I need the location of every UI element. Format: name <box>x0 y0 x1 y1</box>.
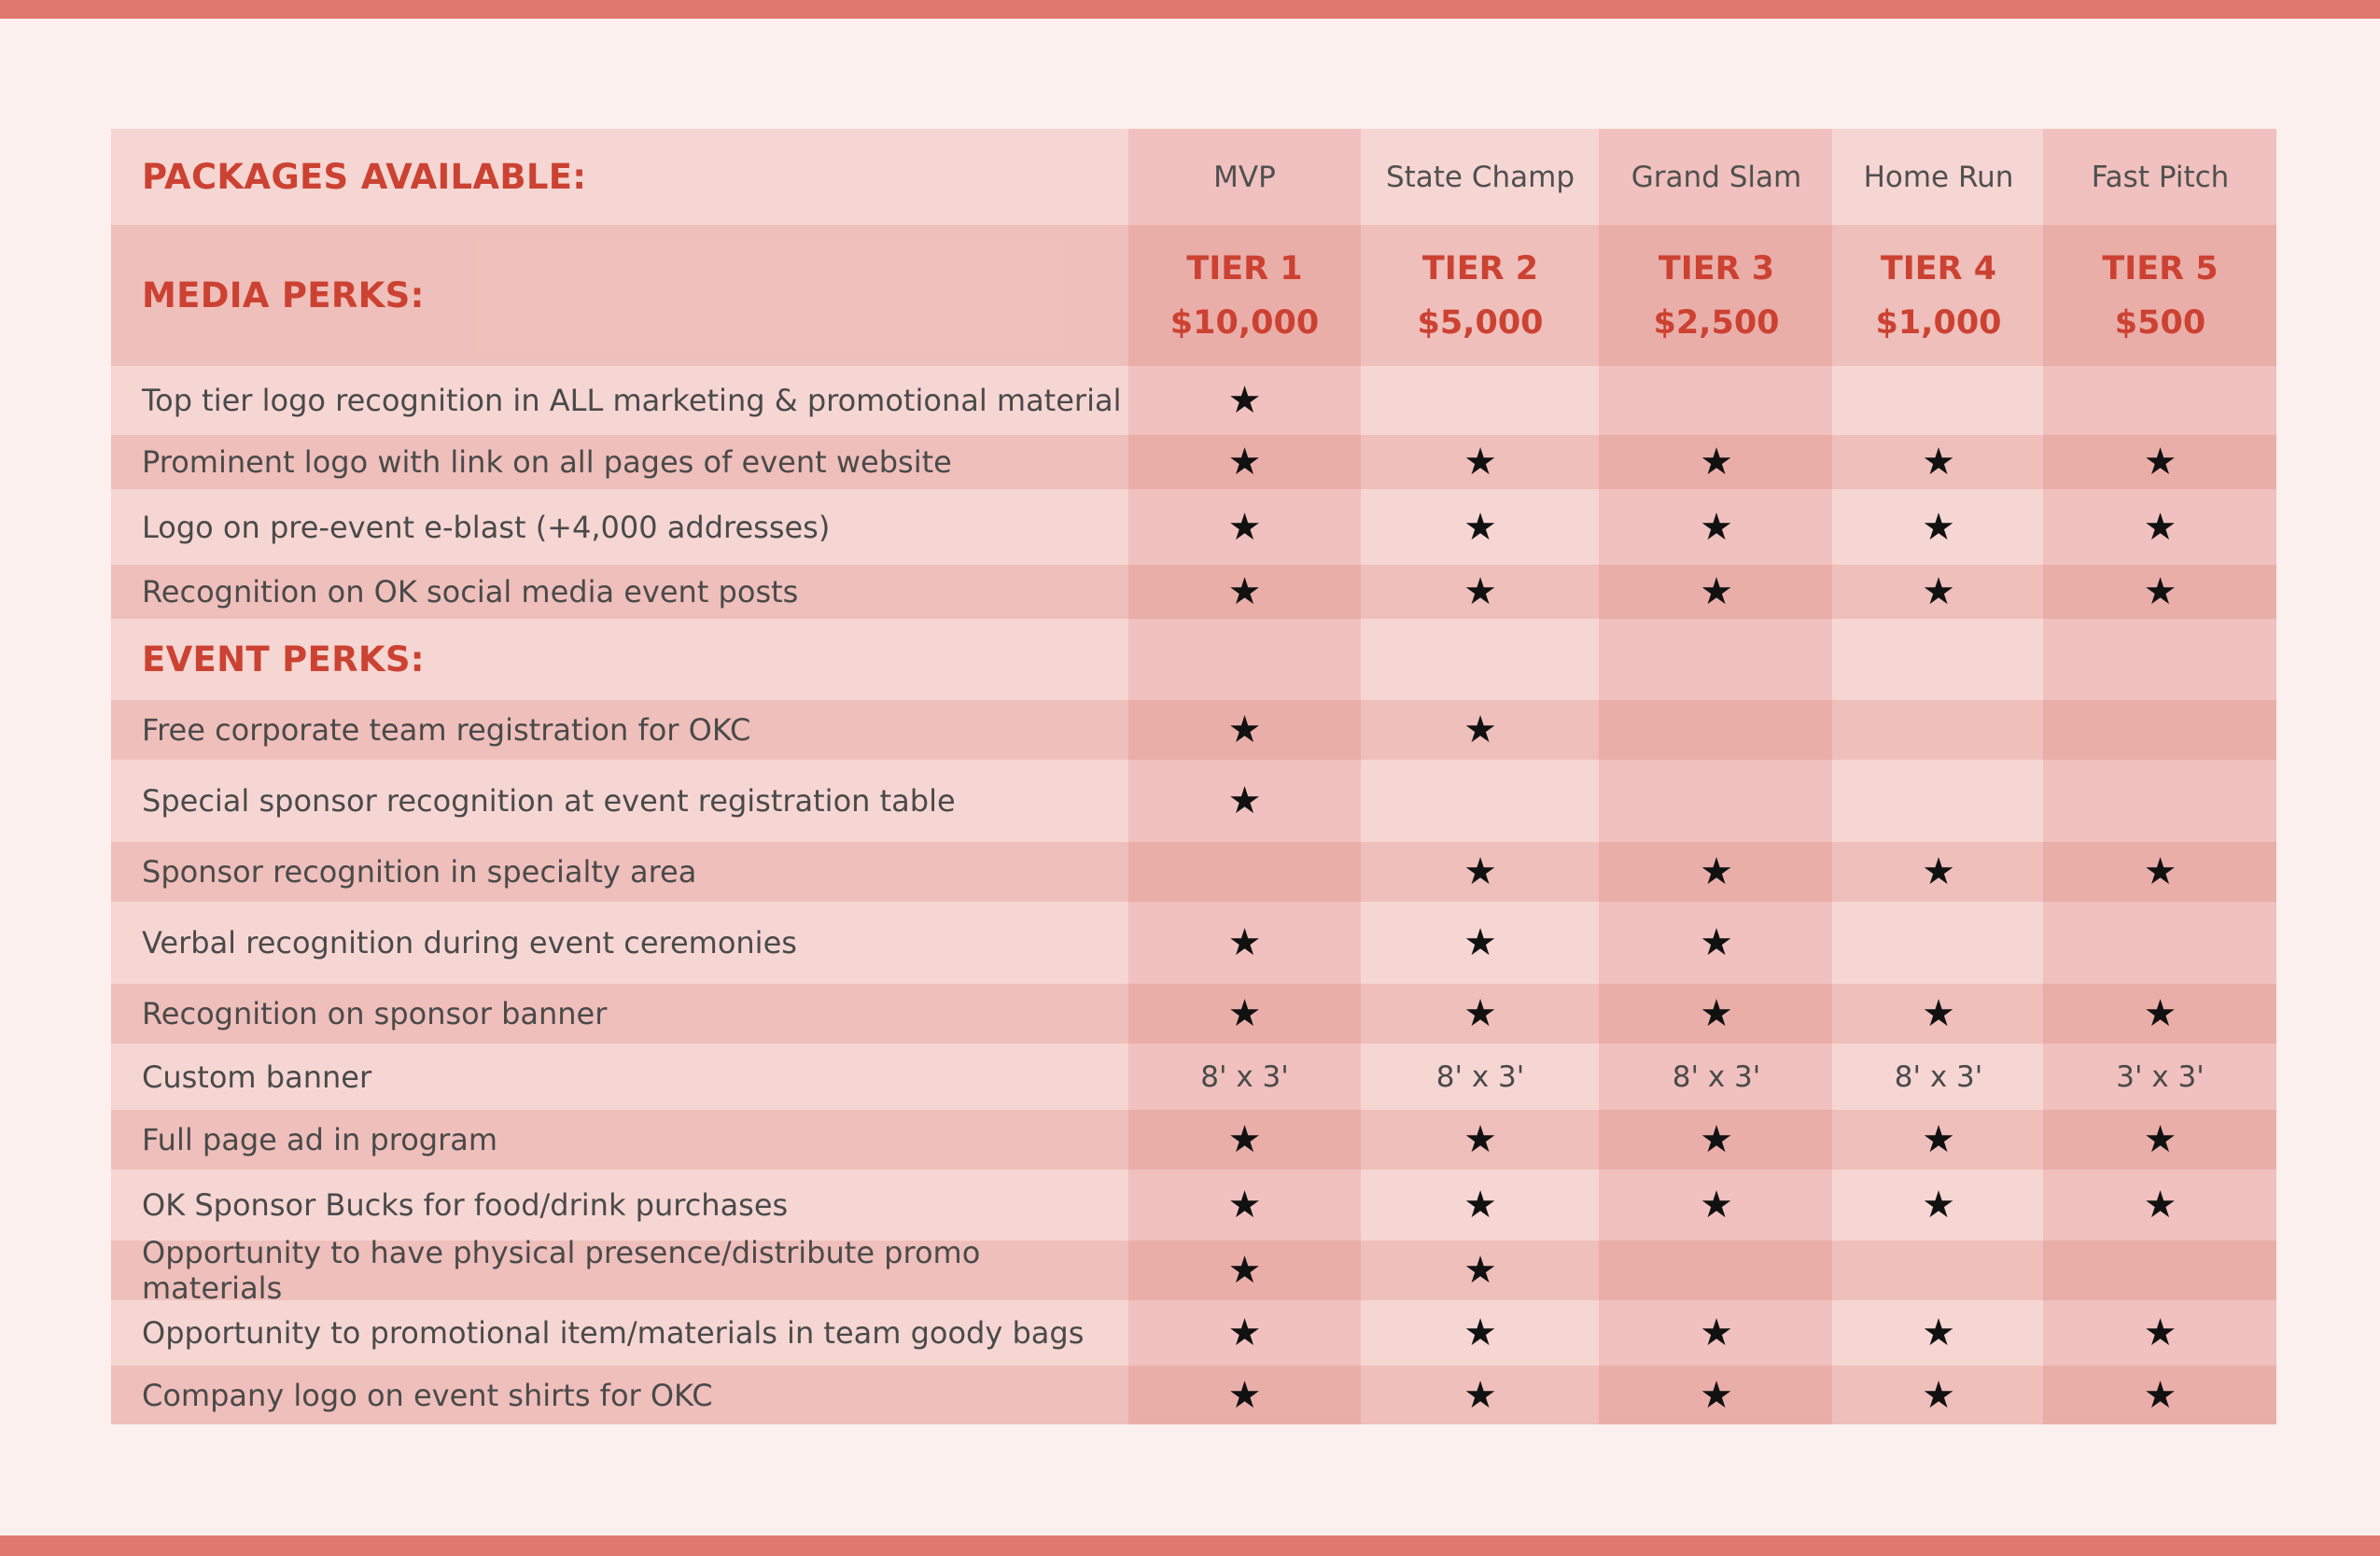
star-icon: ★ <box>1227 708 1262 751</box>
perk-label: Verbal recognition during event ceremonies <box>142 925 797 960</box>
tier-5-cell <box>2044 902 2276 984</box>
tier-4-cell <box>1833 1366 2044 1424</box>
tier-4-cell <box>1833 1110 2044 1170</box>
perk-label: Prominent logo with link on all pages of event website <box>142 444 952 480</box>
tier-5-cell <box>2044 1170 2276 1241</box>
media-perks-list <box>111 366 2276 619</box>
perk-row <box>111 435 2276 489</box>
tier-5-cell <box>2044 1366 2276 1424</box>
star-icon: ★ <box>1227 441 1262 484</box>
star-icon: ★ <box>1463 1118 1497 1161</box>
sponsorship-table <box>111 129 2276 1424</box>
packages-available-heading: PACKAGES AVAILABLE: <box>142 157 587 197</box>
tier-1-cell <box>1128 902 1361 984</box>
tier-price: $1,000 <box>1875 303 2002 342</box>
tier-4-cell <box>1833 902 2044 984</box>
media-perks-tier-row <box>111 225 2276 366</box>
star-icon: ★ <box>1922 570 1955 613</box>
tier-header <box>1875 242 2001 350</box>
tier-3-cell <box>1600 842 1833 902</box>
tier-name: TIER 2 <box>1421 249 1539 287</box>
tier-3-cell <box>1600 435 1833 489</box>
star-icon: ★ <box>1463 1184 1497 1227</box>
star-icon: ★ <box>2143 1373 2177 1417</box>
perk-row <box>111 842 2276 902</box>
tier-5-cell <box>2044 1110 2276 1170</box>
tier-2-cell <box>1361 1170 1600 1241</box>
perk-label: Opportunity to have physical presence/distribute promo materials <box>142 1235 981 1306</box>
perk-label: Opportunity to promotional item/materials in team goody bags <box>142 1315 1085 1351</box>
star-icon: ★ <box>1922 992 1955 1035</box>
perk-label: Logo on pre-event e-blast (+4,000 addresses) <box>142 509 831 545</box>
perk-row <box>111 1366 2276 1424</box>
tier-4-cell <box>1833 435 2044 489</box>
tier-3-cell <box>1600 565 1833 619</box>
tier-price: $5,000 <box>1417 303 1544 342</box>
star-icon: ★ <box>1463 1249 1497 1292</box>
tier-2-cell <box>1361 842 1600 902</box>
tier-4-cell <box>1833 565 2044 619</box>
perk-row <box>111 565 2276 619</box>
star-icon: ★ <box>1922 441 1955 484</box>
tier-name: TIER 4 <box>1880 249 1997 287</box>
tier-5-cell <box>2044 1300 2276 1366</box>
star-icon: ★ <box>1227 1373 1262 1417</box>
star-icon: ★ <box>2143 1184 2177 1227</box>
tier-header <box>1170 242 1319 350</box>
tier-5-cell <box>2044 984 2276 1044</box>
star-icon: ★ <box>1700 992 1733 1035</box>
tier-price: $500 <box>2114 303 2206 342</box>
star-icon: ★ <box>1700 1184 1733 1227</box>
event-perks-heading: EVENT PERKS: <box>142 639 425 680</box>
star-icon: ★ <box>1922 1373 1955 1417</box>
tier-5-cell <box>2044 489 2276 565</box>
star-icon: ★ <box>1463 850 1497 893</box>
package-name: MVP <box>1213 160 1276 194</box>
tier-1-cell <box>1128 366 1361 435</box>
package-name: Grand Slam <box>1631 160 1802 194</box>
tier-name: TIER 3 <box>1658 249 1775 287</box>
tier-1-cell <box>1128 1241 1361 1300</box>
tier-2-cell <box>1361 435 1600 489</box>
star-icon: ★ <box>1227 505 1262 549</box>
star-icon: ★ <box>2143 992 2177 1035</box>
tier-3-cell <box>1600 1170 1833 1241</box>
tier-1-cell <box>1128 565 1361 619</box>
package-name: State Champ <box>1385 160 1575 194</box>
star-icon: ★ <box>1700 1373 1733 1417</box>
star-icon: ★ <box>1700 1118 1733 1161</box>
tier-1-cell <box>1128 760 1361 842</box>
perk-row <box>111 984 2276 1044</box>
tier-2-cell <box>1361 1300 1600 1366</box>
tier-1-cell <box>1128 1110 1361 1170</box>
star-icon: ★ <box>1227 992 1262 1035</box>
perk-label: Full page ad in program <box>142 1122 498 1157</box>
star-icon: ★ <box>2143 570 2177 613</box>
star-icon: ★ <box>1922 1118 1955 1161</box>
tier-2-cell <box>1361 902 1600 984</box>
tier-4-cell <box>1833 842 2044 902</box>
star-icon: ★ <box>1700 921 1733 964</box>
star-icon: ★ <box>1700 850 1733 893</box>
tier-4-cell <box>1833 1241 2044 1300</box>
tier-2-cell <box>1361 366 1600 435</box>
tier-name: TIER 1 <box>1186 249 1303 287</box>
tier-3-cell <box>1600 1300 1833 1366</box>
tier-3-cell <box>1600 760 1833 842</box>
star-icon: ★ <box>1463 505 1497 549</box>
tier-1-cell <box>1128 700 1361 760</box>
tier-2-cell <box>1361 1110 1600 1170</box>
perk-row <box>111 902 2276 984</box>
star-icon: ★ <box>1700 1311 1733 1354</box>
star-icon: ★ <box>1922 1311 1955 1354</box>
tier-3-cell <box>1600 1366 1833 1424</box>
star-icon: ★ <box>1463 921 1497 964</box>
perk-row <box>111 1300 2276 1366</box>
perk-label: Sponsor recognition in specialty area <box>142 854 697 890</box>
tier-5-cell <box>2044 700 2276 760</box>
star-icon: ★ <box>1463 1373 1497 1417</box>
tier-3-cell <box>1600 1241 1833 1300</box>
perk-label: Free corporate team registration for OKC <box>142 712 751 748</box>
star-icon: ★ <box>1227 1249 1262 1292</box>
perk-label: Custom banner <box>142 1058 372 1095</box>
perk-label: Recognition on sponsor banner <box>142 996 608 1031</box>
tier-price: $2,500 <box>1653 303 1780 342</box>
star-icon: ★ <box>2143 850 2177 893</box>
star-icon: ★ <box>2143 1118 2177 1161</box>
banner-size: 3' x 3' <box>2116 1059 2205 1094</box>
star-icon: ★ <box>1463 441 1497 484</box>
tier-3-cell <box>1600 489 1833 565</box>
tier-4-cell <box>1833 984 2044 1044</box>
star-icon: ★ <box>1463 992 1497 1035</box>
tier-3-cell <box>1600 366 1833 435</box>
star-icon: ★ <box>2143 505 2177 549</box>
star-icon: ★ <box>2143 441 2177 484</box>
banner-size: 8' x 3' <box>1672 1059 1761 1094</box>
perk-row <box>111 366 2276 435</box>
perk-label: Special sponsor recognition at event registration table <box>142 783 956 819</box>
tier-1-cell <box>1128 1366 1361 1424</box>
tier-header <box>1653 242 1779 350</box>
perk-row <box>111 760 2276 842</box>
tier-3-cell <box>1600 984 1833 1044</box>
star-icon: ★ <box>1922 1184 1955 1227</box>
banner-size: 8' x 3' <box>1200 1059 1289 1094</box>
perk-row <box>111 1044 2276 1110</box>
tier-3-cell <box>1600 902 1833 984</box>
star-icon: ★ <box>1227 570 1262 613</box>
top-accent-band <box>0 0 2380 19</box>
tier-2-cell <box>1361 700 1600 760</box>
tier-1-cell <box>1128 1044 1361 1110</box>
perk-row <box>111 1110 2276 1170</box>
tier-2-cell <box>1361 1241 1600 1300</box>
star-icon: ★ <box>1922 850 1955 893</box>
tier-1-cell <box>1128 1300 1361 1366</box>
star-icon: ★ <box>1463 570 1497 613</box>
tier-1-cell <box>1128 842 1361 902</box>
tier-3-cell <box>1600 1044 1833 1110</box>
perk-row <box>111 489 2276 565</box>
star-icon: ★ <box>1922 505 1955 549</box>
star-icon: ★ <box>1227 379 1262 422</box>
tier-name: TIER 5 <box>2102 249 2219 287</box>
package-name: Home Run <box>1863 160 2014 194</box>
tier-4-cell <box>1833 489 2044 565</box>
perk-label: Company logo on event shirts for OKC <box>142 1377 713 1413</box>
star-icon: ★ <box>1227 779 1262 822</box>
star-icon: ★ <box>1227 1311 1262 1354</box>
package-name: Fast Pitch <box>2091 160 2230 194</box>
tier-1-cell <box>1128 435 1361 489</box>
banner-size: 8' x 3' <box>1894 1059 1983 1094</box>
tier-price: $10,000 <box>1169 303 1320 342</box>
tier-1-cell <box>1128 1170 1361 1241</box>
tier-4-cell <box>1833 1044 2044 1110</box>
media-perks-heading: MEDIA PERKS: <box>142 275 425 315</box>
event-perks-heading-row <box>111 619 2276 700</box>
star-icon: ★ <box>1227 921 1262 964</box>
tier-5-cell <box>2044 435 2276 489</box>
tier-5-cell <box>2044 366 2276 435</box>
tier-1-cell <box>1128 984 1361 1044</box>
perk-label: OK Sponsor Bucks for food/drink purchases <box>142 1187 789 1223</box>
tier-5-cell <box>2044 760 2276 842</box>
tier-2-cell <box>1361 565 1600 619</box>
tier-header <box>1417 242 1543 350</box>
tier-3-cell <box>1600 700 1833 760</box>
tier-5-cell <box>2044 565 2276 619</box>
star-icon: ★ <box>1700 505 1733 549</box>
packages-row <box>111 129 2276 225</box>
tier-2-cell <box>1361 984 1600 1044</box>
tier-1-cell <box>1128 489 1361 565</box>
star-icon: ★ <box>1463 708 1497 751</box>
perk-row <box>111 700 2276 760</box>
perk-row <box>111 1235 2276 1306</box>
star-icon: ★ <box>1700 570 1733 613</box>
tier-3-cell <box>1600 1110 1833 1170</box>
banner-size: 8' x 3' <box>1435 1059 1525 1094</box>
tier-header <box>2102 242 2218 350</box>
tier-5-cell <box>2044 842 2276 902</box>
perk-label: Recognition on OK social media event posts <box>142 574 799 610</box>
perk-row <box>111 1170 2276 1241</box>
star-icon: ★ <box>1463 1311 1497 1354</box>
tier-5-cell <box>2044 1241 2276 1300</box>
tier-4-cell <box>1833 1170 2044 1241</box>
tier-2-cell <box>1361 1366 1600 1424</box>
star-icon: ★ <box>1227 1184 1262 1227</box>
star-icon: ★ <box>1700 441 1733 484</box>
bottom-accent-band <box>0 1535 2380 1556</box>
tier-4-cell <box>1833 700 2044 760</box>
tier-4-cell <box>1833 1300 2044 1366</box>
tier-4-cell <box>1833 366 2044 435</box>
tier-5-cell <box>2044 1044 2276 1110</box>
tier-4-cell <box>1833 760 2044 842</box>
event-perks-list <box>111 700 2276 1424</box>
star-icon: ★ <box>2143 1311 2177 1354</box>
tier-2-cell <box>1361 489 1600 565</box>
perk-label: Top tier logo recognition in ALL marketing & promotional material <box>142 383 1122 418</box>
tier-2-cell <box>1361 1044 1600 1110</box>
star-icon: ★ <box>1227 1118 1262 1161</box>
tier-2-cell <box>1361 760 1600 842</box>
